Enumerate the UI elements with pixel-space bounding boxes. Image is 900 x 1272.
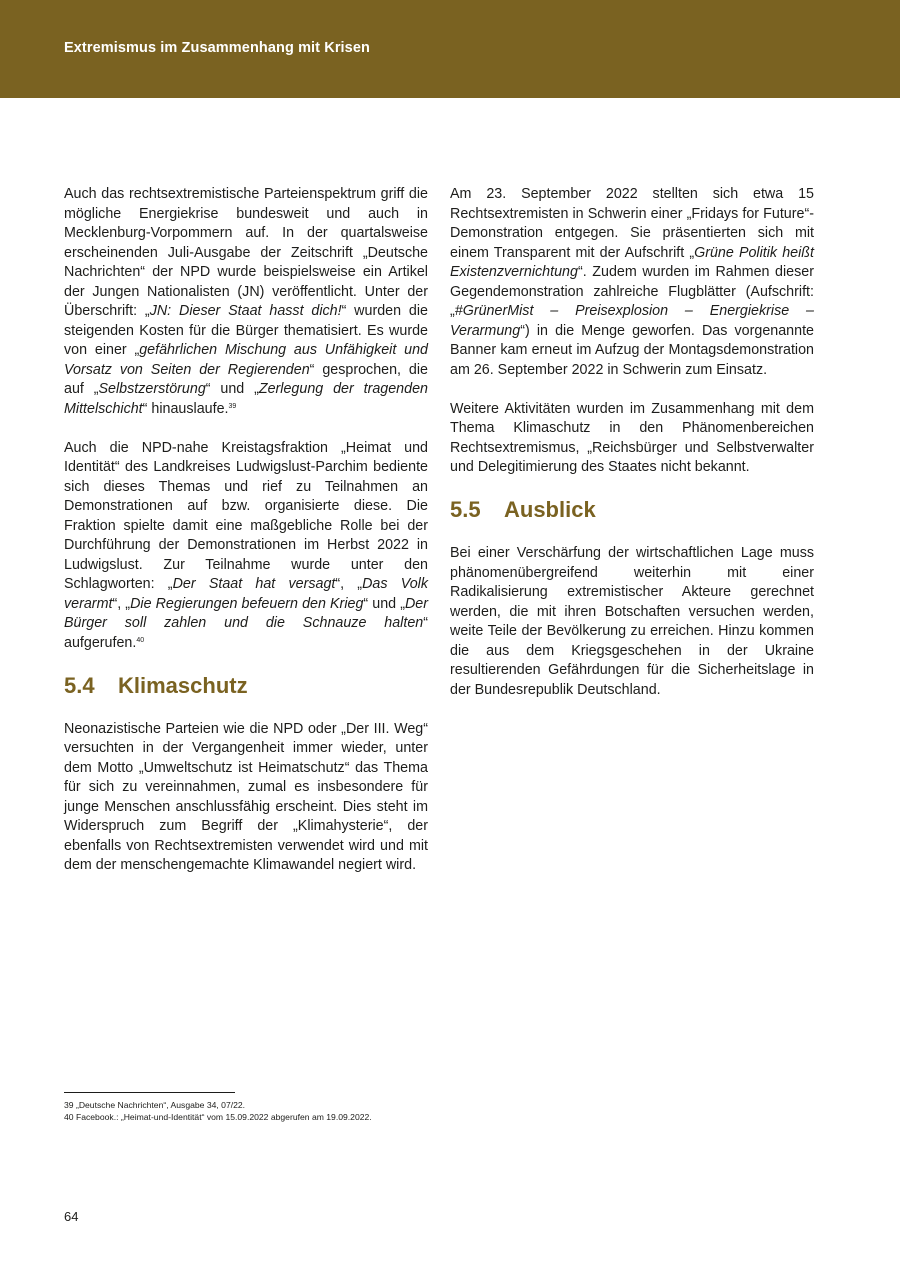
page-number: 64 <box>64 1209 79 1224</box>
footnotes <box>64 1100 372 1123</box>
section-title: Ausblick <box>504 497 596 522</box>
text: Auch die NPD-nahe Kreistagsfraktion „Heimat und Identität“ des Landkreises Ludwigslust-Parchim bediente sich dieses Themas und rief zu Teilnahmen an Demonstrationen auf bzw. organisierte diese. Die Fraktion spielte damit eine maßgebliche Rolle bei der Durchführung der Demonstrationen im Herbst 2022 in Ludwigslust. Zur Teilnahme wurde unter den Schlagworten: „ <box>64 439 428 592</box>
right-column <box>450 185 814 720</box>
paragraph-kreistagsfraktion <box>64 439 428 654</box>
paragraph-weitere-aktivitaeten: Weitere Aktivitäten wurden im Zusammenhang mit dem Thema Klimaschutz in den Phänomenbereichen Rechtsextremismus, „Reichsbürger und Selbstverwalter und Delegitimierung des Staates nicht bekannt. <box>450 400 814 475</box>
header-bar <box>0 0 900 98</box>
paragraph-schwerin <box>450 185 814 380</box>
text: “ hinauslaufe. <box>142 400 229 417</box>
section-number: 5.4 <box>64 672 95 698</box>
section-heading-ausblick <box>450 497 814 523</box>
footnote-ref: 39 <box>228 402 237 410</box>
text: “) in die Menge geworfen. Das vorgenannte Banner kam erneut im Aufzug der Montagsdemonstration am 26. September 2022 in Schwerin zum Einsatz. <box>450 322 814 378</box>
quote-italic: Der Bürger soll zahlen und die Schnauze halten <box>64 595 429 631</box>
quote-italic: Das Volk verarmt <box>64 576 428 612</box>
paragraph-energiekrise <box>64 185 428 419</box>
footnote-divider <box>64 1092 235 1093</box>
quote-italic: JN: Dieser Staat hasst dich! <box>149 303 342 319</box>
footnote-number: 40 <box>64 1111 74 1122</box>
footnote-text: „Deutsche Nachrichten“, Ausgabe 34, 07/22. <box>75 1100 246 1110</box>
quote-italic: Selbstzerstörung <box>98 381 206 397</box>
footnote-item <box>64 1112 372 1124</box>
quote-italic: Der Staat hat versagt <box>172 576 336 592</box>
quote-italic: gefährlichen Mischung aus Unfähigkeit und Vorsatz von Seiten der Regierenden <box>64 342 428 378</box>
text: “ gesprochen, die auf „ <box>64 361 428 397</box>
text: Auch das rechtsextremistische Parteienspektrum griff die mögliche Energiekrise bundesweit und auch in Mecklenburg-Vorpommern auf. In der quartalsweise erscheinenden Juli-Ausgabe der Zeitschrift „Deutsche Nachrichten“ der NPD wurde beispielsweise ein Artikel der Jungen Nationalisten (JN) veröffentlicht. Unter der Überschrift: „ <box>64 186 428 319</box>
paragraph-ausblick: Bei einer Verschärfung der wirtschaftlichen Lage muss phänomenübergreifend weiterhin mit einer Radikalisierung extremistischer Akteure gerechnet werden, die mit ihren Botschaften versuchen werden, weite Teile der Bevölkerung zu erreichen. Hinzu kommen die aus dem Kriegsgeschehen in der Ukraine resultierenden Gefährdungen für die Sicherheitslage in der Bundesrepublik Deutschland. <box>450 545 814 698</box>
text: “. Zudem wurden im Rahmen dieser Gegendemonstration zahlreiche Flugblätter (Aufschrift: „ <box>450 264 814 319</box>
text: “ und „ <box>363 595 405 612</box>
text: “ wurden die steigenden Kosten für die Bürger thematisiert. Es wurde von einer „ <box>64 303 428 358</box>
footnote-ref: 40 <box>136 636 145 644</box>
text: Am 23. September 2022 stellten sich etwa 15 Rechtsextremisten in Schwerin einer „Fridays for Future“-Demonstration entgegen. Sie präsentierten sich mit einem Transparent mit der Aufschrift „ <box>450 186 814 261</box>
text: “ und „ <box>205 381 259 397</box>
footnote-text: Facebook.: „Heimat-und-Identität“ vom 15.09.2022 abgerufen am 19.09.2022. <box>75 1111 372 1122</box>
text: “ aufgerufen. <box>64 615 428 651</box>
quote-italic: Grüne Politik heißt Existenzvernichtung <box>450 244 814 280</box>
text: “, „ <box>112 595 131 612</box>
section-title: Klimaschutz <box>118 672 248 698</box>
quote-italic: Zerlegung der tragenden Mittelschicht <box>64 381 428 417</box>
running-header-title: Extremismus im Zusammenhang mit Krisen <box>64 40 370 56</box>
footnote-number: 39 <box>64 1100 74 1110</box>
paragraph-klimaschutz: Neonazistische Parteien wie die NPD oder „Der III. Weg“ versuchten in der Vergangenheit immer wieder, unter dem Motto „Umweltschutz ist Heimatschutz“ das Thema für sich zu vereinnahmen, zumal es insbesondere für junge Menschen anschlussfähig erscheint. Dies steht im Widerspruch zum Begriff der „Klimahysterie“, der ebenfalls von Rechtsextremisten verwendet wird und mit dem der menschengemachte Klimawandel negiert wird. <box>64 720 428 873</box>
footnote-item <box>64 1100 372 1112</box>
quote-italic: Die Regierungen befeuern den Krieg <box>130 595 364 612</box>
section-number: 5.5 <box>450 497 481 522</box>
section-heading-klimaschutz <box>64 673 428 699</box>
left-column <box>64 185 428 895</box>
text: “, „ <box>335 576 363 592</box>
quote-italic: #GrünerMist – Preisexplosion – Energiekrise – Verarmung <box>450 303 814 339</box>
